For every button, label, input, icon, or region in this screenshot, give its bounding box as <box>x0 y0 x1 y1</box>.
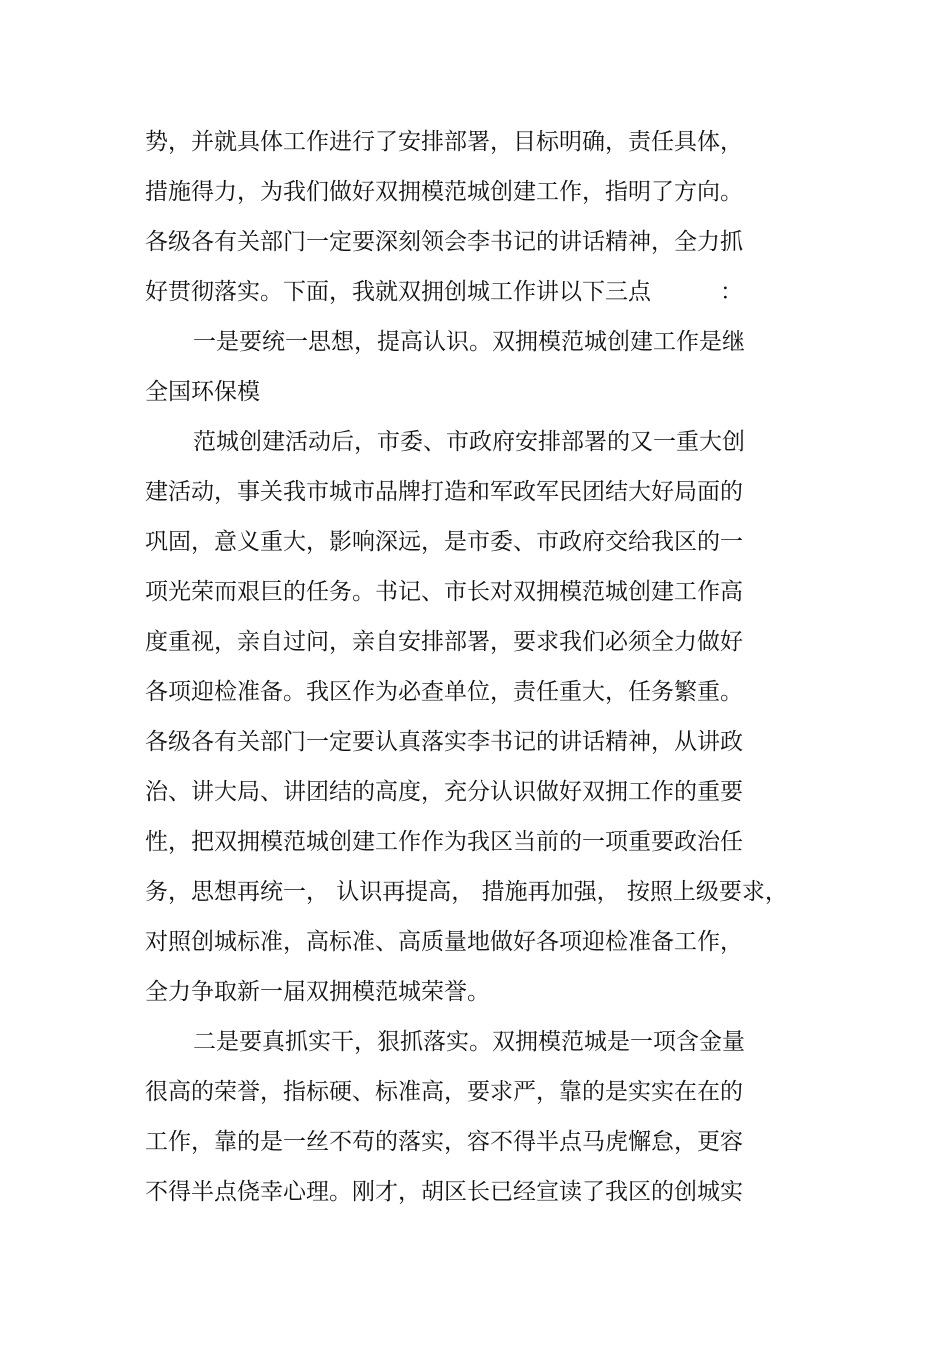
text-line: 性，把双拥模范城创建工作作为我区当前的一项重要政治任 <box>145 829 743 855</box>
text-line: 很高的荣誉，指标硬、标准高，要求严，靠的是实实在在的 <box>145 1079 743 1105</box>
text-line: 势，并就具体工作进行了安排部署，目标明确，责任具体， <box>145 129 743 155</box>
text-line: 治、讲大局、讲团结的高度，充分认识做好双拥工作的重要 <box>145 779 743 805</box>
text-line: 不得半点侥幸心理。刚才，胡区长已经宣读了我区的创城实 <box>145 1179 743 1205</box>
text-line: 全力争取新一届双拥模范城荣誉。 <box>145 979 490 1005</box>
paragraph-start-line: 二是要真抓实干，狠抓落实。双拥模范城是一项含金量 <box>193 1029 745 1055</box>
text-line: 巩固，意义重大，影响深远，是市委、市政府交给我区的一 <box>145 529 743 555</box>
paragraph-start-line: 一是要统一思想，提高认识。双拥模范城创建工作是继 <box>193 329 745 355</box>
text-line: 对照创城标准，高标准、高质量地做好各项迎检准备工作， <box>145 929 743 955</box>
text-line: 建活动，事关我市城市品牌打造和军政军民团结大好局面的 <box>145 479 743 505</box>
text-line: 各级各有关部门一定要深刻领会李书记的讲话精神，全力抓 <box>145 229 743 255</box>
text-line: 措施得力，为我们做好双拥模范城创建工作，指明了方向。 <box>145 179 743 205</box>
text-line: 项光荣而艰巨的任务。书记、市长对双拥模范城创建工作高 <box>145 579 743 605</box>
text-line: 务，思想再统一， 认识再提高， 措施再加强， 按照上级要求， <box>145 879 788 905</box>
text-line: 工作，靠的是一丝不苟的落实，容不得半点马虎懈怠，更容 <box>145 1129 743 1155</box>
text-line: 好贯彻落实。下面，我就双拥创城工作讲以下三点 ： <box>145 279 743 305</box>
text-line: 全国环保模 <box>145 379 260 405</box>
text-line: 度重视，亲自过问，亲自安排部署，要求我们必须全力做好 <box>145 629 743 655</box>
paragraph-start-line: 范城创建活动后，市委、市政府安排部署的又一重大创 <box>193 429 745 455</box>
text-line: 各级各有关部门一定要认真落实李书记的讲话精神，从讲政 <box>145 729 743 755</box>
text-line: 各项迎检准备。我区作为必查单位，责任重大，任务繁重。 <box>145 679 743 705</box>
